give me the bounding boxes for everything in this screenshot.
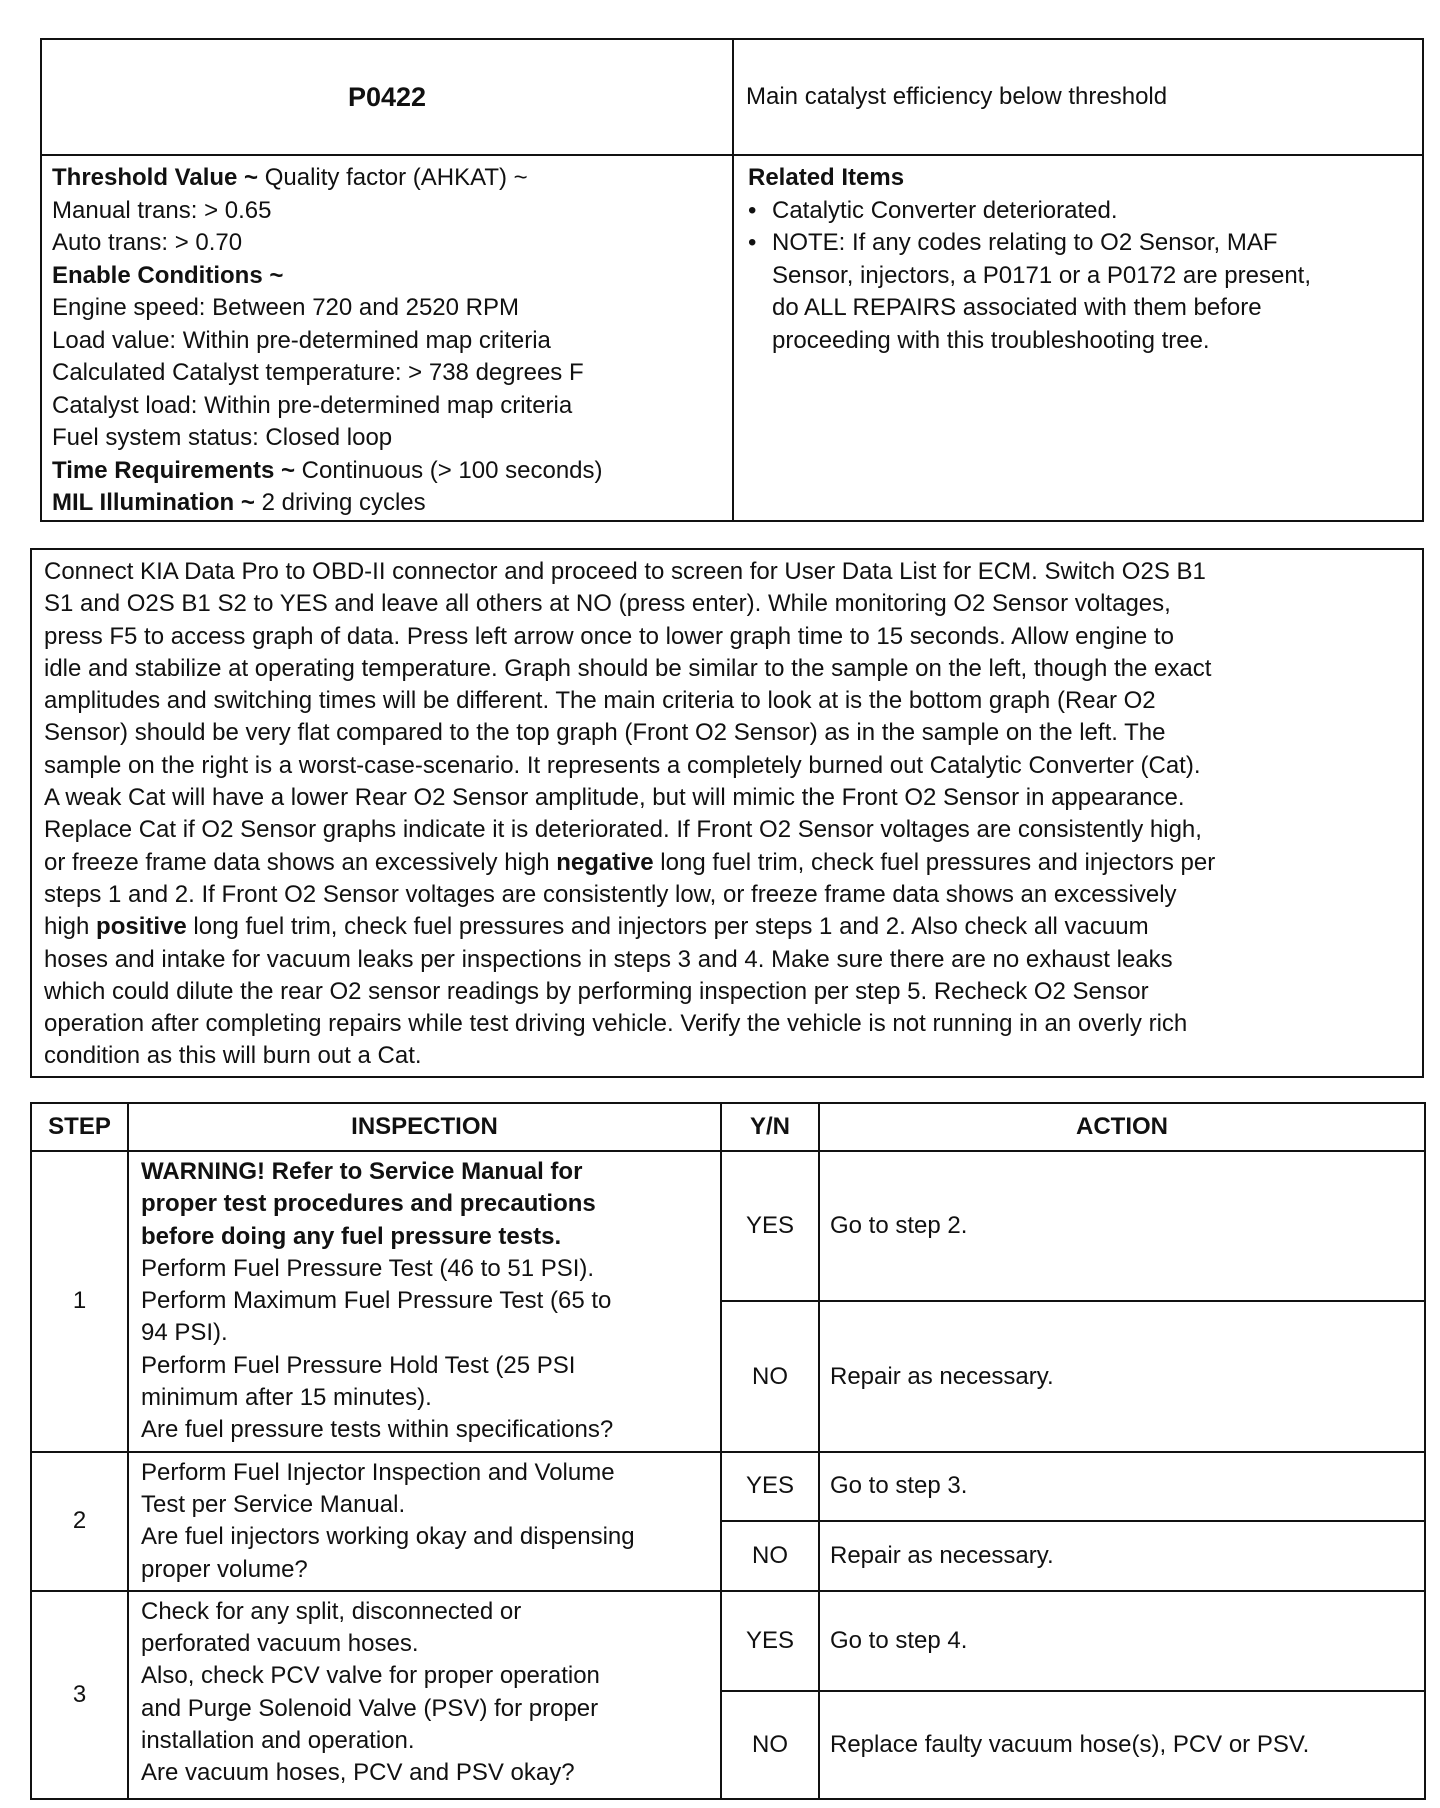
related-item [748,195,1408,228]
related-item-line: do ALL REPAIRS associated with them before [772,294,1262,321]
no-cell: NO [721,1691,819,1799]
no-action: Repair as necessary. [819,1301,1425,1451]
procedure-line: A weak Cat will have a lower Rear O2 Sensor amplitude, but will mimic the Front O2 Sensor in appearance. [44,784,1185,812]
step-number: 2 [31,1452,128,1591]
steps-table [30,1102,1426,1800]
procedure-line: steps 1 and 2. If Front O2 Sensor voltages are consistently low, or freeze frame data shows an excessively [44,880,1177,908]
condition-line: Manual trans: > 0.65 [52,196,272,224]
condition-line: Enable Conditions ~ [52,261,284,289]
procedure-line: Connect KIA Data Pro to OBD-II connector and proceed to screen for User Data List for ECM. Switch O2S B1 [44,558,1206,585]
procedure-box [30,548,1424,1078]
related-item-line: NOTE: If any codes relating to O2 Sensor, MAF [772,229,1278,256]
inspection-cell: Perform Fuel Injector Inspection and Volume Test per Service Manual. Are fuel injectors working okay and dispensing proper volume? [128,1452,721,1591]
yes-action: Go to step 2. [819,1151,1425,1301]
related-item-line: Catalytic Converter deteriorated. [772,196,1118,224]
table-header-row [31,1103,1425,1151]
dtc-code: P0422 [347,81,427,112]
procedure-line: hoses and intake for vacuum leaks per inspections in steps 3 and 4. Make sure there are no exhaust leaks [44,945,1173,973]
condition-line: Calculated Catalyst temperature: > 738 degrees F [52,359,584,386]
step-number: 1 [31,1151,128,1452]
row-divider [42,154,1422,156]
yes-cell: YES [721,1452,819,1522]
yes-cell: YES [721,1151,819,1301]
column-divider [732,40,734,520]
related-items [748,162,1408,357]
procedure-line: high positive long fuel trim, check fuel pressures and injectors per steps 1 and 2. Also check all vacuum [44,913,1149,941]
procedure-line: S1 and O2S B1 S2 to YES and leave all others at NO (press enter). While monitoring O2 Sensor voltages, [44,590,1171,618]
related-item-line: proceeding with this troubleshooting tree. [772,326,1210,354]
condition-line: Threshold Value ~ Quality factor (AHKAT) ~ [52,164,528,191]
condition-line: MIL Illumination ~ 2 driving cycles [52,489,426,516]
table-row [31,1151,1425,1301]
header-step: STEP [31,1103,128,1151]
yes-action: Go to step 3. [819,1452,1425,1522]
conditions-list [52,162,722,520]
yes-action: Go to step 4. [819,1591,1425,1691]
no-cell: NO [721,1301,819,1451]
condition-line: Catalyst load: Within pre-determined map criteria [52,391,573,419]
related-items-heading: Related Items [748,164,905,191]
inspection-cell: WARNING! Refer to Service Manual for proper test procedures and precautions before doing any fuel pressure tests. Perform Fuel Pressure Test (46 to 51 PSI). Perform Maximum Fuel Pressure Test (65 to 94 PSI). Perform Fuel Pressure Hold Test (25 PSI minimum after 15 minutes). Are fuel pressure tests within specifications? [128,1151,721,1452]
table-row [31,1452,1425,1522]
condition-line: Auto trans: > 0.70 [52,229,243,256]
dtc-title: Main catalyst efficiency below threshold [746,83,1168,110]
header-inspection: INSPECTION [128,1103,721,1151]
yes-cell: YES [721,1591,819,1691]
header-yn: Y/N [721,1103,819,1151]
bullet-icon: • [748,196,757,224]
header-action: ACTION [819,1103,1425,1151]
procedure-line: press F5 to access graph of data. Press left arrow once to lower graph time to 15 seconds. Allow engine to [44,622,1174,650]
condition-line: Load value: Within pre-determined map criteria [52,326,551,354]
condition-line: Time Requirements ~ Continuous (> 100 seconds) [52,456,603,484]
no-action: Repair as necessary. [819,1521,1425,1591]
procedure-line: or freeze frame data shows an excessively high negative long fuel trim, check fuel pressures and injectors per [44,848,1216,876]
procedure-line: operation after completing repairs while test driving vehicle. Verify the vehicle is not running in an overly rich [44,1010,1188,1038]
procedure-line: amplitudes and switching times will be different. The main criteria to look at is the bottom graph (Rear O2 [44,687,1156,715]
procedure-line: Replace Cat if O2 Sensor graphs indicate it is deteriorated. If Front O2 Sensor voltages are consistently high, [44,816,1202,844]
related-item [748,227,1408,357]
condition-line: Engine speed: Between 720 and 2520 RPM [52,294,520,321]
condition-line: Fuel system status: Closed loop [52,424,393,451]
related-item-line: Sensor, injectors, a P0171 or a P0172 are present, [772,261,1312,289]
procedure-line: condition as this will burn out a Cat. [44,1042,422,1070]
no-cell: NO [721,1521,819,1591]
bullet-icon: • [748,229,757,256]
procedure-line: Sensor) should be very flat compared to the top graph (Front O2 Sensor) as in the sample on the left. The [44,719,1166,747]
table-row [31,1591,1425,1691]
procedure-line: idle and stabilize at operating temperature. Graph should be similar to the sample on the left, though the exact [44,654,1212,682]
step-number: 3 [31,1591,128,1799]
procedure-line: sample on the right is a worst-case-scenario. It represents a completely burned out Catalytic Converter (Cat). [44,751,1201,779]
no-action: Replace faulty vacuum hose(s), PCV or PSV. [819,1691,1425,1799]
dtc-header-table [40,38,1424,522]
procedure-line: which could dilute the rear O2 sensor readings by performing inspection per step 5. Recheck O2 Sensor [44,977,1149,1005]
inspection-cell: Check for any split, disconnected or perforated vacuum hoses. Also, check PCV valve for proper operation and Purge Solenoid Valve (PSV) for proper installation and operation. Are vacuum hoses, PCV and PSV okay? [128,1591,721,1799]
